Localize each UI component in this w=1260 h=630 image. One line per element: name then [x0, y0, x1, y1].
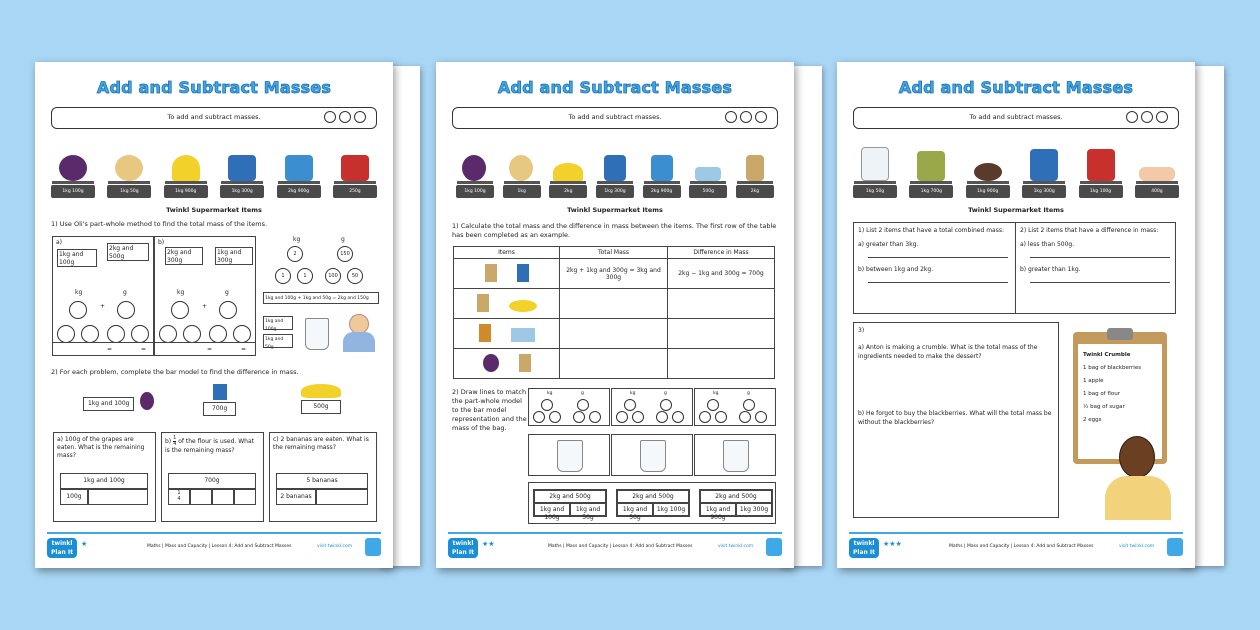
footer-meta: Maths | Mass and Capacity | Lesson 4: Add and Subtract Masses [548, 544, 693, 549]
bar-top: 5 bananas [276, 473, 368, 489]
fraction-numerator: 1 [173, 435, 177, 441]
girl-avatar [1103, 436, 1173, 520]
eggs-icon [1139, 167, 1175, 181]
tin-can-icon [341, 155, 369, 181]
scales-row [456, 146, 774, 198]
bar-left: 1kg and 50g [617, 503, 653, 516]
mass-table [453, 246, 775, 379]
scale-bananas [549, 146, 587, 198]
grapes-icon [140, 392, 154, 410]
item-bananas [301, 384, 341, 414]
scale-grapes [51, 146, 95, 198]
badge-icon [1167, 538, 1183, 556]
scale-flour [596, 146, 634, 198]
twinkl-logo: twinkl Plan It [849, 538, 879, 558]
example-model: kg g 2 150 1 1 100 50 1kg and 100g + 1kg and 50g = 2kg and 150g 1kg and 100g 1kg and 50g [263, 234, 381, 356]
col-diff: Difference in Mass [668, 247, 775, 259]
butter-icon [511, 328, 535, 342]
example-total: 2kg + 1kg and 300g = 3kg and 300g [560, 259, 668, 289]
recipe-item: 1 apple [1083, 378, 1104, 384]
g-label: g [341, 236, 345, 243]
problem-a-text: a) 100g of the grapes are eaten. What is the remaining mass? [57, 436, 145, 459]
rice-bag-icon [477, 294, 489, 312]
col-total: Total Mass [560, 247, 668, 259]
problem-b [161, 432, 264, 522]
problem-c [269, 432, 377, 522]
g-label: g [581, 391, 584, 396]
label-b: b) [165, 438, 172, 445]
worksheet-3 [837, 62, 1195, 568]
part-whole-b [154, 236, 256, 356]
clipboard-clip-icon [1107, 328, 1133, 340]
scale-label: 1kg 300g [1022, 185, 1066, 198]
tag: 500g [301, 400, 341, 414]
question-1: 1) Calculate the total mass and the difference in mass between the items. The first row of the table has been completed as an example. [452, 222, 777, 239]
scale-label: 2kg 900g [643, 185, 681, 198]
scale-flour [1022, 140, 1066, 198]
bananas-icon [509, 300, 537, 312]
plus: + [202, 303, 208, 310]
worksheet-2 [436, 62, 794, 568]
scale-label: 2kg [736, 185, 774, 198]
scale-grapes [456, 146, 494, 198]
grapes-icon [59, 155, 87, 181]
recipe-title: Twinkl Crumble [1083, 352, 1131, 358]
bar-top: 2kg and 500g [617, 490, 689, 503]
subtitle: Twinkl Supermarket Items [166, 206, 262, 214]
scale-sugar [1079, 140, 1123, 198]
scale-melon [107, 146, 151, 198]
scale-label: 1kg [503, 185, 541, 198]
difficulty-stars: ★ [81, 540, 88, 548]
scales-row [51, 146, 377, 198]
page-title: Add and Subtract Masses [96, 78, 332, 97]
fraction-numerator: 1 [177, 490, 181, 496]
question-2a: a) less than 500g. [1020, 241, 1075, 248]
label-a: a) [56, 239, 63, 246]
tag: 1kg and 50g [263, 334, 293, 348]
bar-right: 1kg and 50g [570, 503, 606, 516]
boy-avatar [341, 314, 377, 352]
crumble-icon [974, 163, 1002, 181]
scale-tin [333, 146, 377, 198]
kg-label: kg [547, 391, 553, 396]
question-2: 2) For each problem, complete the bar model to find the difference in mass. [51, 368, 299, 376]
question-2b: b) greater than 1kg. [1020, 266, 1081, 273]
problem-a [53, 432, 156, 522]
question-3-box [853, 322, 1059, 518]
rice-bag-icon [519, 354, 531, 372]
scale-pasta [277, 146, 321, 198]
shopping-bag-icon [557, 440, 583, 472]
tag: 1kg and 100g [57, 249, 97, 267]
eq: = [141, 346, 147, 353]
bar-right: 1kg 100g [653, 503, 689, 516]
grapes-icon [462, 155, 486, 181]
scale-label: 1kg 300g [220, 185, 264, 198]
pasta-bag-icon [651, 155, 673, 181]
problem-b-text [165, 436, 260, 455]
kg-label: kg [177, 289, 185, 296]
scale-label: 1kg 900g [966, 185, 1010, 198]
objective-text: To add and subtract masses. [969, 113, 1063, 121]
question-2: 2) List 2 items that have a difference in mass: [1020, 227, 1159, 234]
flour-bag-icon [604, 155, 626, 181]
page-title: Add and Subtract Masses [497, 78, 733, 97]
scale-apples [909, 140, 953, 198]
fraction-denominator: 4 [177, 496, 181, 502]
scale-label: 400g [1135, 185, 1179, 198]
tag: 2kg and 500g [107, 243, 149, 261]
kg-label: kg [75, 289, 83, 296]
subtitle: Twinkl Supermarket Items [567, 206, 663, 214]
tag: 1kg and 300g [215, 247, 253, 265]
question-1: 1) List 2 items that have a total combined mass: [858, 227, 1005, 234]
progress-dots [1126, 111, 1168, 123]
label-b: b) [158, 239, 165, 246]
col-items: Items [454, 247, 560, 259]
flour-bag-icon [1030, 149, 1058, 181]
bar-left: 2 bananas [276, 489, 316, 505]
grapes-icon [483, 354, 499, 372]
recipe-item: ½ bag of sugar [1083, 404, 1125, 410]
problem-b-rest: of the flour is used. What is the remaining mass? [165, 438, 254, 454]
bananas-icon [172, 155, 200, 181]
sugar-bag-icon [1087, 149, 1115, 181]
scale-label: 1kg 900g [164, 185, 208, 198]
bar-left: 1kg and 100g [534, 503, 570, 516]
pasta-bag-icon [285, 155, 313, 181]
bar-right: 1kg 300g [736, 503, 772, 516]
kg-label: kg [713, 391, 719, 396]
tag: 2kg and 300g [165, 247, 203, 265]
difficulty-stars: ★★ [482, 540, 495, 548]
bar-top: 1kg and 100g [60, 473, 148, 489]
g-label: g [664, 391, 667, 396]
progress-dots [324, 111, 366, 123]
scale-rice [736, 146, 774, 198]
scale-label: 1kg 50g [853, 185, 897, 198]
bar-top: 2kg and 500g [534, 490, 606, 503]
question-2: 2) Draw lines to match the part-whole model to the bar model representation and the mass of the bag. [452, 388, 527, 432]
worksheet-1 [35, 62, 393, 568]
bananas-icon [301, 384, 341, 398]
butter-icon [695, 167, 721, 181]
flour-bag-icon [228, 155, 256, 181]
match-row-bags [528, 434, 776, 476]
difficulty-stars: ★★★ [883, 540, 902, 548]
item-grapes [83, 390, 154, 411]
question-3a: a) Anton is making a crumble. What is the total mass of the ingredients needed to make the dessert? [858, 344, 1038, 360]
objective-text: To add and subtract masses. [568, 113, 662, 121]
question-3: 3) [858, 327, 865, 334]
rice-bag-icon [746, 155, 764, 181]
scale-label: 1kg 100g [51, 185, 95, 198]
tag: 700g [203, 402, 236, 416]
table-row [454, 319, 775, 349]
table-row [454, 349, 775, 379]
footer-link[interactable]: visit twinkl.com [317, 544, 353, 549]
g-label: g [225, 289, 229, 296]
bar-left: 100g [60, 489, 88, 505]
match-row-part-whole [528, 388, 776, 426]
footer-meta: Maths | Mass and Capacity | Lesson 4: Add and Subtract Masses [949, 544, 1094, 549]
subtitle: Twinkl Supermarket Items [968, 206, 1064, 214]
scale-label: 1kg 100g [456, 185, 494, 198]
scale-pasta [643, 146, 681, 198]
tag: 1kg and 100g [263, 316, 293, 330]
footer-link[interactable]: visit twinkl.com [718, 544, 754, 549]
pasta-bag-icon [517, 264, 529, 282]
objective-box [51, 107, 377, 129]
scale-label: 2kg 900g [277, 185, 321, 198]
twinkl-logo: twinkl Plan It [448, 538, 478, 558]
scale-eggs [1135, 140, 1179, 198]
badge-icon [365, 538, 381, 556]
tag: 1kg and 100g [83, 397, 134, 411]
scale-label: 1kg 100g [1079, 185, 1123, 198]
flour-bag-icon [485, 264, 497, 282]
shopping-bag-icon [305, 318, 329, 350]
flour-bag-icon [213, 384, 227, 400]
page-title: Add and Subtract Masses [898, 78, 1134, 97]
table-row [454, 259, 775, 289]
scale-label: 250g [333, 185, 377, 198]
example-equation: 1kg and 100g + 1kg and 50g = 2kg and 150g [263, 292, 379, 304]
jar-icon [479, 324, 491, 342]
scale-blackberries [853, 140, 897, 198]
objective-box [452, 107, 778, 129]
eq: = [207, 346, 213, 353]
example-diff: 2kg − 1kg and 300g = 700g [668, 259, 775, 289]
scale-label: 1kg 300g [596, 185, 634, 198]
scale-label: 2kg [549, 185, 587, 198]
bananas-icon [553, 163, 583, 181]
fraction-denominator: 4 [173, 441, 177, 447]
bar-left [168, 489, 190, 505]
question-1a: a) greater than 3kg. [858, 241, 919, 248]
part-whole-a [52, 236, 154, 356]
melon-icon [509, 155, 533, 181]
problem-c-text: c) 2 bananas are eaten. What is the remaining mass? [273, 436, 369, 451]
badge-icon [766, 538, 782, 556]
recipe-item: 1 bag of flour [1083, 391, 1120, 397]
scale-bananas [164, 146, 208, 198]
g-label: g [747, 391, 750, 396]
shopping-bag-icon [723, 440, 749, 472]
item-flour [203, 384, 236, 416]
objective-text: To add and subtract masses. [167, 113, 261, 121]
recipe-item: 1 bag of blackberries [1083, 365, 1142, 371]
progress-dots [725, 111, 767, 123]
blackberries-bag-icon [861, 147, 889, 181]
twinkl-logo: twinkl Plan It [47, 538, 77, 558]
scale-label: 500g [689, 185, 727, 198]
kg-label: kg [630, 391, 636, 396]
question-1: 1) Use Oli's part-whole method to find the total mass of the items. [51, 220, 268, 228]
match-row-bars [528, 482, 776, 524]
bar-top: 2kg and 500g [700, 490, 772, 503]
objective-box [853, 107, 1179, 129]
footer-link[interactable]: visit twinkl.com [1119, 544, 1155, 549]
question-3b: b) He forgot to buy the blackberries. What will the total mass be without the blackberries? [858, 410, 1052, 426]
scales-row [853, 140, 1179, 198]
plus: + [100, 303, 106, 310]
bar-top: 700g [168, 473, 256, 489]
recipe-item: 2 eggs [1083, 417, 1102, 423]
eq: = [107, 346, 113, 353]
melon-icon [115, 155, 143, 181]
scale-butter [689, 146, 727, 198]
footer [448, 532, 782, 560]
scale-crumble [966, 140, 1010, 198]
bar-left: 1kg and 900g [700, 503, 736, 516]
table-row [454, 289, 775, 319]
shopping-bag-icon [640, 440, 666, 472]
question-2-box [1015, 222, 1176, 314]
eq: = [241, 346, 247, 353]
equals-row [52, 342, 256, 356]
scale-melon [503, 146, 541, 198]
footer [849, 532, 1183, 560]
apples-icon [917, 151, 945, 181]
footer-meta: Maths | Mass and Capacity | Lesson 4: Add and Subtract Masses [147, 544, 292, 549]
g-label: g [123, 289, 127, 296]
kg-label: kg [293, 236, 301, 243]
footer [47, 532, 381, 560]
question-1-box [853, 222, 1016, 314]
scale-label: 1kg 50g [107, 185, 151, 198]
question-1b: b) between 1kg and 2kg. [858, 266, 934, 273]
scale-label: 1kg 700g [909, 185, 953, 198]
scale-flour [220, 146, 264, 198]
